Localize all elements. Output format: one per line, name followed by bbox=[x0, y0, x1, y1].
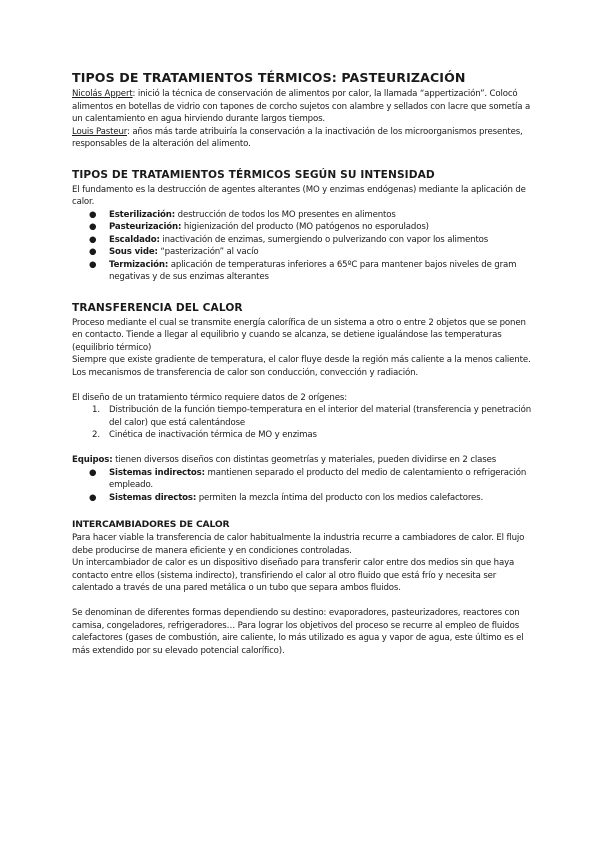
section-types bbox=[72, 168, 534, 284]
list-number: 2. bbox=[92, 430, 100, 440]
list-item-indirect bbox=[72, 467, 534, 492]
section-types-lead: El fundamento es la destrucción de agentes alterantes (MO y enzimas endógenas) mediante la aplicación de calor. bbox=[72, 184, 526, 207]
bullet-icon: ● bbox=[89, 247, 97, 257]
exchangers-paragraph-3: Se denominan de diferentes formas dependiendo su destino: evaporadores, pasteurizadores, reactores con camisa, congeladores, refrigeradores… Para lograr los objetivos del proceso se recurre al empleo de fluidos calefactores (gases de combustión, aire caliente, lo más utilizado es agua y vapor de agua, este último es el más extendido por su elevado potencial calorífico). bbox=[72, 608, 524, 656]
list-text: destrucción de todos los MO presentes en alimentos bbox=[175, 209, 396, 220]
list-item-origin-1 bbox=[72, 404, 534, 429]
intro-pasteur bbox=[72, 126, 534, 151]
list-text: permiten la mezcla íntima del producto con los medios calefactores. bbox=[196, 492, 484, 503]
list-item-esterilizacion bbox=[72, 209, 534, 222]
exchangers-paragraph-2: Un intercambiador de calor es un dispositivo diseñado para transferir calor entre dos medios sin que haya contacto entre ellos (sistema indirecto), transfiriendo el calor al otro fluido que está frío y necesita ser calentado a través de una pared metálica o un tubo que separa ambos fluidos. bbox=[72, 558, 515, 593]
list-term: Pasteurización: bbox=[109, 222, 182, 232]
spacer bbox=[72, 442, 534, 455]
list-text: aplicación de temperaturas inferiores a 65ºC para mantener bajos niveles de gram negativas y de sus enzimas alterantes bbox=[109, 259, 517, 282]
transfer-paragraph-3: Los mecanismos de transferencia de calor son conducción, convección y radiación. bbox=[72, 367, 418, 378]
pasteur-name: Louis Pasteur bbox=[72, 126, 128, 137]
list-term: Sous vide: bbox=[109, 247, 158, 257]
pasteur-text: : años más tarde atribuiría la conservación a la inactivación de los microorganismos presentes, responsables de la alteración del alimento. bbox=[72, 126, 523, 149]
section-transfer-heading: TRANSFERENCIA DEL CALOR bbox=[72, 301, 243, 314]
list-item-pasteurizacion bbox=[72, 221, 534, 234]
bullet-icon: ● bbox=[89, 259, 97, 270]
bullet-icon: ● bbox=[89, 222, 97, 232]
equipos-paragraph bbox=[72, 454, 534, 467]
list-term: Escaldado: bbox=[109, 234, 160, 245]
systems-list bbox=[72, 467, 534, 505]
list-term: Esterilización: bbox=[109, 209, 176, 220]
appert-name: Nicolás Appert bbox=[72, 89, 133, 99]
list-text: Cinética de inactivación térmica de MO y enzimas bbox=[109, 430, 317, 440]
list-item-direct bbox=[72, 492, 534, 505]
spacer bbox=[72, 379, 534, 392]
list-term: Sistemas indirectos: bbox=[109, 467, 205, 478]
document-body bbox=[72, 70, 534, 657]
list-text: Distribución de la función tiempo-temperatura en el interior del material (transferencia y penetración del calor) que está calentándose bbox=[109, 405, 532, 428]
section-types-heading: TIPOS DE TRATAMIENTOS TÉRMICOS SEGÚN SU INTENSIDAD bbox=[72, 168, 435, 181]
spacer bbox=[72, 595, 534, 608]
treatment-list bbox=[72, 209, 534, 284]
section-exchangers-heading: INTERCAMBIADORES DE CALOR bbox=[72, 519, 230, 530]
list-item-sous-vide bbox=[72, 246, 534, 259]
transfer-paragraph-1: Proceso mediante el cual se transmite energía calorífica de un sistema a otro o entre 2 objetos que se ponen en contacto. Tiende a llegar al equilibrio y cuando se alcanza, se detiene igualándose las temperaturas (equilibrio térmico) bbox=[72, 317, 526, 353]
exchangers-paragraph-1: Para hacer viable la transferencia de calor habitualmente la industria recurre a cambiadores de calor. El flujo debe producirse de manera eficiente y en condiciones controladas. bbox=[72, 533, 525, 556]
list-term: Termización: bbox=[109, 259, 169, 270]
list-item-termizacion bbox=[72, 259, 534, 284]
origins-list bbox=[72, 404, 534, 442]
list-item-escaldado bbox=[72, 234, 534, 247]
bullet-icon: ● bbox=[89, 234, 97, 245]
bullet-icon: ● bbox=[89, 209, 97, 220]
list-text: inactivación de enzimas, sumergiendo o pulverizando con vapor los alimentos bbox=[159, 234, 489, 245]
equipos-text: tienen diversos diseños con distintas geometrías y materiales, pueden dividirse en 2 clases bbox=[112, 455, 497, 465]
list-text: mantienen separado el producto del medio de calentamiento o refrigeración empleado. bbox=[109, 467, 527, 490]
intro-appert bbox=[72, 88, 534, 126]
page-title: TIPOS DE TRATAMIENTOS TÉRMICOS: PASTEURIZACIÓN bbox=[72, 70, 466, 85]
list-item-origin-2 bbox=[72, 429, 534, 442]
appert-text: : inició la técnica de conservación de alimentos por calor, la llamada “appertización”. Colocó alimentos en botellas de vidrio con tapones de corcho sujetos con alambre y sellados con lacre que sometía a un calentamiento en agua hirviendo durante largos tiempos. bbox=[72, 89, 531, 124]
transfer-paragraph-4: El diseño de un tratamiento térmico requiere datos de 2 orígenes: bbox=[72, 392, 347, 403]
bullet-icon: ● bbox=[89, 492, 97, 503]
list-text: “pasterización” al vacío bbox=[157, 247, 259, 257]
section-exchangers bbox=[72, 518, 534, 657]
list-term: Sistemas directos: bbox=[109, 492, 197, 503]
equipos-term: Equipos: bbox=[72, 455, 113, 465]
section-transfer bbox=[72, 301, 534, 505]
list-text: higienización del producto (MO patógenos no esporulados) bbox=[181, 222, 429, 232]
bullet-icon: ● bbox=[89, 467, 97, 478]
list-number: 1. bbox=[92, 405, 100, 415]
transfer-paragraph-2: Siempre que existe gradiente de temperatura, el calor fluye desde la región más caliente a la menos caliente. bbox=[72, 355, 531, 365]
